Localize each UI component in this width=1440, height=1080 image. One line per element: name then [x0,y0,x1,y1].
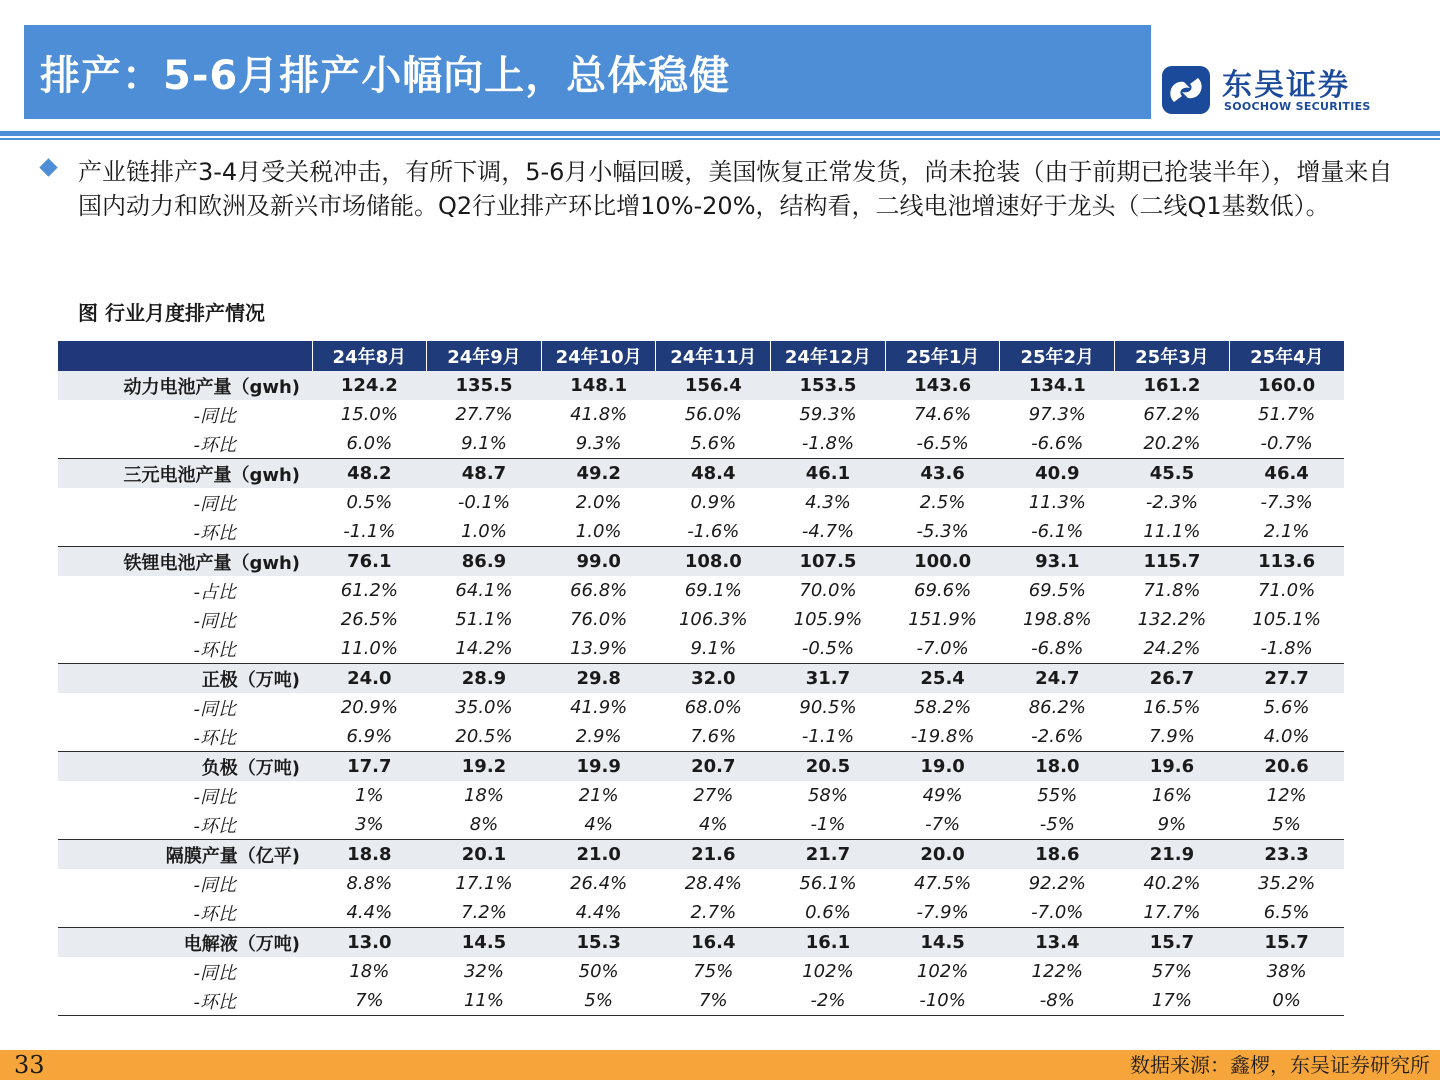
table-cell: 66.8% [570,580,628,601]
table-cell: 67.2% [1143,404,1201,425]
table-row [58,400,1344,429]
table-cell: 19.6 [1115,752,1230,782]
table-cell: 56.0% [684,404,742,425]
table-cell: -2% [771,986,886,1016]
table-cell: 71.0% [1258,580,1316,601]
table-cell: -6.5% [916,433,969,454]
table-cell: -7.0% [916,638,969,659]
table-cell: 6.5% [1263,902,1310,923]
table-cell: 1.0% [575,521,622,542]
row-sublabel: -环比 [193,434,237,456]
table-cell: 8% [469,814,499,835]
table-cell: -5.3% [916,521,969,542]
table-cell: 92.2% [1028,873,1086,894]
column-header: 24年8月 [312,341,427,371]
table-cell: 11% [427,986,542,1016]
table-cell: -6.6% [1031,433,1084,454]
table-cell: 90.5% [799,697,857,718]
page-number: 33 [14,1051,45,1079]
table-cell: 21.9 [1115,840,1230,870]
table-cell: -0.1% [457,492,511,513]
table-body [58,371,1344,1016]
table-cell: 35.0% [455,697,513,718]
table-cell: 5.6% [690,433,737,454]
table-cell: 51.1% [455,609,513,630]
table-cell: 28.9 [427,664,542,694]
table-cell: 32.0 [656,664,771,694]
table-row [58,576,1344,605]
table-cell: 4% [699,814,728,835]
table-cell: 40.9 [1000,459,1115,489]
table-cell: 48.2 [312,459,427,489]
table-cell: 71.8% [1143,580,1201,601]
table-cell: 69.1% [684,580,742,601]
table-cell: 27.7% [455,404,513,425]
table-cell: 3% [355,814,384,835]
table-cell: 86.9 [427,547,542,577]
table-cell: 21.0 [541,840,656,870]
table-cell: 29.8 [541,664,656,694]
table-cell: 161.2 [1115,371,1230,400]
table-cell: 16.4 [656,928,771,958]
table-cell: 9.1% [690,638,737,659]
table-cell: 17% [1115,986,1230,1016]
table-cell: 61.2% [340,580,398,601]
table-cell: 4.4% [346,902,393,923]
row-sublabel: -环比 [193,639,237,661]
table-cell: 13.9% [570,638,628,659]
table-cell: 21.6 [656,840,771,870]
row-sublabel: -同比 [193,405,237,427]
table-header-corner [58,341,312,371]
table-cell: 51.7% [1258,404,1316,425]
table-cell: 19.0 [885,752,1000,782]
table-cell: 20.6 [1229,752,1344,782]
table-cell: 106.3% [678,609,748,630]
table-cell: 69.6% [914,580,972,601]
table-cell: -19.8% [910,726,975,747]
table-cell: 41.8% [570,404,628,425]
logo-chinese-name: 东吴证券 [1222,68,1350,103]
row-label: 铁锂电池产量（gwh) [58,547,312,577]
table-row [58,429,1344,459]
table-cell: 14.2% [455,638,513,659]
table-cell: 2.7% [690,902,737,923]
header-divider-thin [0,138,1440,140]
table-cell: 15.3 [541,928,656,958]
table-cell: 16.5% [1143,697,1201,718]
row-sublabel: -环比 [193,727,237,749]
table-cell: 8.8% [346,873,393,894]
table-cell: 24.2% [1143,638,1201,659]
table-cell: 74.6% [914,404,972,425]
table-cell: 17.7 [312,752,427,782]
table-cell: 102% [802,961,854,982]
table-cell: -6.8% [1031,638,1084,659]
table-cell: 4.4% [575,902,622,923]
table-cell: 14.5 [885,928,1000,958]
table-cell: 17.1% [455,873,513,894]
table-cell: 47.5% [914,873,972,894]
table-cell: 4.3% [805,492,851,513]
column-header: 25年1月 [885,341,1000,371]
table-cell: 24.0 [312,664,427,694]
table-cell: 5% [541,986,656,1016]
row-sublabel: -占比 [193,581,237,603]
table-cell: 105.9% [793,609,863,630]
table-row [58,752,1344,782]
table-row [58,664,1344,694]
row-label: 隔膜产量（亿平) [58,840,312,870]
table-cell: -8% [1000,986,1115,1016]
table-cell: 58% [807,785,848,806]
table-cell: -7.3% [1260,492,1313,513]
table-cell: 68.0% [684,697,742,718]
table-cell: -5% [1039,814,1075,835]
table-cell: 15.0% [340,404,398,425]
table-cell: 108.0 [656,547,771,577]
table-cell: 48.7 [427,459,542,489]
table-cell: 7.6% [690,726,737,747]
table-cell: 5% [1272,814,1301,835]
table-cell: 93.1 [1000,547,1115,577]
table-cell: 31.7 [771,664,886,694]
table-cell: 18% [463,785,504,806]
table-cell: 113.6 [1229,547,1344,577]
table-cell: -10% [885,986,1000,1016]
table-cell: 21% [578,785,619,806]
row-label: 正极（万吨) [58,664,312,694]
summary-text: 产业链排产3-4月受关税冲击，有所下调，5-6月小幅回暖，美国恢复正常发货，尚未抢装（由于前期已抢装半年），增量来自国内动力和欧洲及新兴市场储能。Q2行业排产环比增10%-20%，结构看，二线电池增速好于龙头（二线Q1基数低）。 [78,158,1393,220]
table-cell: 18% [349,961,390,982]
table-cell: 156.4 [656,371,771,400]
table-cell: 151.9% [908,609,977,630]
table-cell: -7.9% [916,902,969,923]
table-cell: 6.0% [346,433,393,454]
table-row [58,869,1344,898]
column-header: 25年4月 [1229,341,1344,371]
table-row [58,810,1344,840]
table-cell: 20.1 [427,840,542,870]
table-cell: 99.0 [541,547,656,577]
table-cell: 75% [693,961,734,982]
table-cell: 19.2 [427,752,542,782]
table-cell: 25.4 [885,664,1000,694]
table-cell: 46.4 [1229,459,1344,489]
table-cell: 16.1 [771,928,886,958]
table-cell: 86.2% [1028,697,1086,718]
table-cell: -2.6% [1031,726,1084,747]
column-header: 24年10月 [541,341,656,371]
table-row [58,957,1344,986]
table-cell: 70.0% [799,580,857,601]
table-row [58,986,1344,1016]
table-cell: 6.9% [346,726,393,747]
table-cell: 13.0 [312,928,427,958]
logo-english-name: SOOCHOW SECURITIES [1224,100,1371,113]
soochow-logo-icon [1160,64,1212,116]
table-cell: -1.8% [1260,638,1313,659]
table-cell: 9% [1157,814,1187,835]
table-cell: 12% [1266,785,1307,806]
table-cell: 20.0 [885,840,1000,870]
table-cell: 19.9 [541,752,656,782]
row-label: 电解液（万吨) [58,928,312,958]
table-cell: 7.2% [461,902,507,923]
table-cell: 124.2 [312,371,427,400]
table-cell: 28.4% [684,873,742,894]
row-sublabel: -同比 [193,962,237,984]
diamond-bullet-icon [39,158,57,176]
table-cell: 7.9% [1149,726,1195,747]
table-cell: -7.0% [1031,902,1084,923]
figure-caption: 图 行业月度排产情况 [78,301,265,325]
table-cell: 100.0 [885,547,1000,577]
table-cell: 20.9% [340,697,398,718]
table-cell: 7% [656,986,771,1016]
table-row [58,634,1344,664]
table-cell: 46.1 [771,459,886,489]
summary-bullet [38,155,1398,223]
table-cell: 14.5 [427,928,542,958]
table-cell: 4.0% [1263,726,1310,747]
table-cell: 57% [1151,961,1192,982]
table-cell: 58.2% [914,697,972,718]
table-cell: 50% [578,961,619,982]
table-cell: 107.5 [771,547,886,577]
row-sublabel: -环比 [193,903,237,925]
table-cell: 49% [922,785,963,806]
table-cell: 122% [1031,961,1084,982]
table-header-row [58,341,1344,371]
table-cell: 26.5% [340,609,398,630]
table-row [58,781,1344,810]
table-row [58,928,1344,958]
table-cell: 97.3% [1028,404,1086,425]
table-cell: 16% [1151,785,1192,806]
table-cell: -1.8% [801,433,855,454]
table-row [58,693,1344,722]
table-cell: -0.5% [801,638,855,659]
table-row [58,722,1344,752]
row-label: 三元电池产量（gwh) [58,459,312,489]
row-label: 动力电池产量（gwh) [58,371,312,400]
table-cell: -1% [810,814,846,835]
table-cell: 41.9% [570,697,628,718]
table-cell: 69.5% [1028,580,1086,601]
table-cell: 45.5 [1115,459,1230,489]
table-cell: 59.3% [799,404,857,425]
table-cell: 13.4 [1000,928,1115,958]
table-cell: -0.7% [1260,433,1313,454]
table-cell: 153.5 [771,371,886,400]
table-cell: 26.4% [570,873,628,894]
table-cell: 64.1% [455,580,513,601]
table-cell: 0.5% [346,492,393,513]
column-header: 24年12月 [771,341,886,371]
table-cell: 7% [312,986,427,1016]
table-cell: 198.8% [1022,609,1092,630]
table-row [58,488,1344,517]
table-cell: 115.7 [1115,547,1230,577]
table-cell: 2.0% [575,492,622,513]
table-cell: 9.3% [575,433,622,454]
table-cell: 11.1% [1143,521,1201,542]
table-row [58,547,1344,577]
table-cell: 160.0 [1229,371,1344,400]
table-cell: 105.1% [1252,609,1321,630]
table-cell: 1% [355,785,384,806]
row-sublabel: -环比 [193,815,237,837]
table-cell: -4.7% [801,521,855,542]
table-cell: 134.1 [1000,371,1115,400]
row-sublabel: -同比 [193,698,237,720]
table-cell: 20.2% [1143,433,1201,454]
row-sublabel: -同比 [193,874,237,896]
table-cell: 23.3 [1229,840,1344,870]
data-source: 数据来源：鑫椤，东吴证券研究所 [1130,1053,1430,1077]
table-cell: 76.1 [312,547,427,577]
table-cell: 11.3% [1028,492,1086,513]
table-cell: 15.7 [1229,928,1344,958]
table-cell: 24.7 [1000,664,1115,694]
table-cell: -6.1% [1031,521,1084,542]
table-cell: 20.7 [656,752,771,782]
table-cell: 11.0% [340,638,398,659]
header-divider [0,131,1440,136]
table-cell: 2.9% [575,726,622,747]
column-header: 24年9月 [427,341,542,371]
row-sublabel: -同比 [193,610,237,632]
table-cell: 20.5% [455,726,513,747]
table-cell: 76.0% [570,609,628,630]
table-cell: 49.2 [541,459,656,489]
row-sublabel: -环比 [193,522,237,544]
table-cell: 56.1% [799,873,857,894]
table-cell: 21.7 [771,840,886,870]
table-row [58,605,1344,634]
table-cell: 32% [463,961,504,982]
table-row [58,898,1344,928]
table-row [58,371,1344,400]
row-sublabel: -环比 [58,986,312,1016]
table-cell: -1.1% [801,726,855,747]
table-cell: 132.2% [1137,609,1207,630]
table-cell: 18.8 [312,840,427,870]
table-cell: -1.6% [687,521,740,542]
table-row [58,459,1344,489]
table-cell: 35.2% [1258,873,1316,894]
table-cell: 20.5 [771,752,886,782]
table-cell: 43.6 [885,459,1000,489]
table-cell: 55% [1037,785,1078,806]
table-cell: 48.4 [656,459,771,489]
table-cell: 0.6% [805,902,851,923]
table-cell: 18.0 [1000,752,1115,782]
column-header: 24年11月 [656,341,771,371]
table-cell: 135.5 [427,371,542,400]
column-header: 25年2月 [1000,341,1115,371]
table-row [58,517,1344,547]
table-cell: 26.7 [1115,664,1230,694]
table-cell: 0% [1229,986,1344,1016]
table-cell: 38% [1266,961,1307,982]
company-logo [1160,62,1375,118]
table-cell: 148.1 [541,371,656,400]
table-cell: 0.9% [690,492,737,513]
page-title: 排产：5-6月排产小幅向上，总体稳健 [40,52,731,99]
table-cell: 2.5% [919,492,966,513]
table-cell: 102% [916,961,969,982]
table-cell: 15.7 [1115,928,1230,958]
table-cell: 18.6 [1000,840,1115,870]
table-cell: -1.1% [343,521,396,542]
table-cell: 9.1% [461,433,507,454]
table-cell: 143.6 [885,371,1000,400]
table-row [58,840,1344,870]
column-header: 25年3月 [1115,341,1230,371]
table-cell: 27% [693,785,734,806]
row-label: 负极（万吨) [58,752,312,782]
table-cell: 17.7% [1143,902,1201,923]
table-cell: 4% [584,814,613,835]
table-cell: 2.1% [1263,521,1310,542]
table-cell: 5.6% [1263,697,1310,718]
title-bar [24,25,1151,119]
table-cell: 27.7 [1229,664,1344,694]
table-cell: 1.0% [461,521,507,542]
row-sublabel: -同比 [193,493,237,515]
table-cell: 40.2% [1143,873,1201,894]
production-table [58,341,1344,1016]
table-cell: -7% [925,814,961,835]
table-cell: -2.3% [1145,492,1199,513]
row-sublabel: -同比 [193,786,237,808]
